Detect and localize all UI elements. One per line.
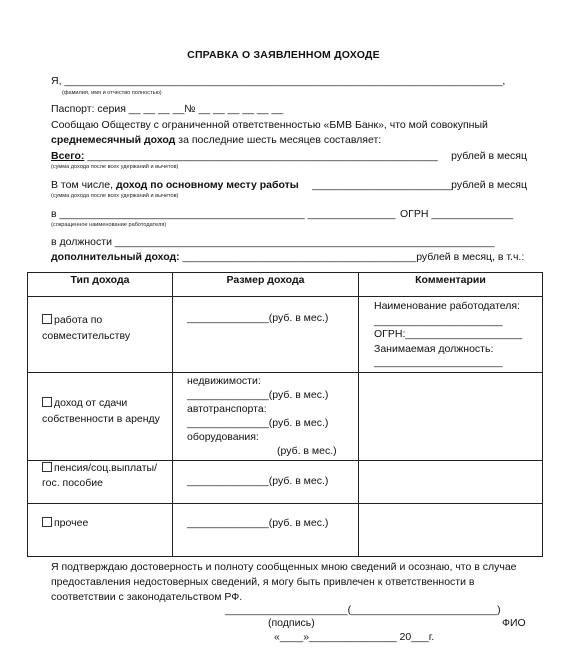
vehicle-amount-field[interactable]: ______________(руб. в мес.) xyxy=(187,417,329,429)
amount-cell xyxy=(173,373,359,461)
part-time-label-2: совместительству xyxy=(42,330,131,342)
real-estate-label: недвижимости: xyxy=(187,375,261,387)
income-table xyxy=(27,272,543,557)
employer-hint: (сокращенное наименование работодателя) xyxy=(51,222,167,228)
equipment-amount-field[interactable]: (руб. в мес.) xyxy=(277,445,337,457)
main-job-bold: доход по основному месту работы xyxy=(115,179,299,191)
vehicle-label: автотранспорта: xyxy=(187,403,267,415)
confirmation-line-2: предоставления недостоверных сведений, я могу быть привлечен к ответственности в xyxy=(51,576,475,588)
total-label: Всего: xyxy=(51,150,85,162)
full-name-line xyxy=(51,75,505,87)
table-row xyxy=(28,504,543,557)
statement-bold: среднемесячный доход xyxy=(51,134,176,146)
job-position-blank[interactable]: ______________________ xyxy=(374,356,503,368)
main-job-suffix: рублей в месяц xyxy=(451,179,527,191)
fio-label: ФИО xyxy=(502,617,526,629)
ogrn-label: ОГРН xyxy=(400,208,429,220)
total-suffix: рублей в месяц xyxy=(451,150,527,162)
table-row xyxy=(28,297,543,373)
additional-suffix: рублей в месяц, в т.ч.: xyxy=(416,251,525,263)
statement-rest: за последние шесть месяцев составляет: xyxy=(175,134,382,146)
part-time-label-1: работа по xyxy=(54,314,103,326)
ogrn-field xyxy=(400,208,513,220)
confirmation-line-1: Я подтверждаю достоверность и полноту сообщенных мною сведений и осознаю, что в случае xyxy=(51,561,517,573)
amount-cell xyxy=(173,297,359,373)
header-comments: Комментарии xyxy=(359,273,543,297)
additional-line xyxy=(51,251,524,263)
income-type-cell xyxy=(28,504,173,557)
passport-line[interactable]: Паспорт: серия __ __ __ __№ __ __ __ __ __ __ xyxy=(51,103,284,115)
other-amount-field[interactable]: ______________(руб. в мес.) xyxy=(187,517,329,529)
rental-label-2: собственности в аренду xyxy=(42,413,160,425)
table-row xyxy=(28,461,543,504)
pension-checkbox[interactable] xyxy=(42,462,52,472)
amount-cell xyxy=(173,461,359,504)
statement-line-1: Сообщаю Обществу с ограниченной ответственностью «БМВ Банк», что мой совокупный xyxy=(51,119,488,131)
main-job-blank[interactable]: ________________________ xyxy=(312,179,453,191)
additional-blank[interactable]: ________________________________________ xyxy=(182,251,417,263)
total-line xyxy=(51,150,438,162)
employer-blank[interactable]: __________________________________________ xyxy=(59,208,305,220)
pension-amount-field[interactable]: ______________(руб. в мес.) xyxy=(187,475,329,487)
comments-cell xyxy=(359,373,543,461)
comments-cell xyxy=(359,461,543,504)
income-type-cell xyxy=(28,297,173,373)
equipment-label: оборудования: xyxy=(187,431,259,443)
income-type-cell xyxy=(28,373,173,461)
real-estate-amount-field[interactable]: ______________(руб. в мес.) xyxy=(187,389,329,401)
rental-label-1: доход от сдачи xyxy=(54,397,128,409)
employer-blank-2[interactable]: _______________ xyxy=(307,208,396,220)
date-line[interactable]: «____»_______________ 20___г. xyxy=(274,631,435,643)
other-label: прочее xyxy=(54,517,89,529)
table-row xyxy=(28,373,543,461)
income-type-cell xyxy=(28,461,173,504)
other-checkbox[interactable] xyxy=(42,517,52,527)
signature-line[interactable]: _____________________(_________________________) xyxy=(225,604,501,616)
table-header-row xyxy=(28,273,543,297)
full-name-blank[interactable]: ___________________________________________________________________________, xyxy=(64,75,506,87)
main-job-line xyxy=(51,179,299,191)
pension-label-2: гос. пособие xyxy=(42,477,103,489)
full-name-hint: (фамилия, имя и отчество полностью) xyxy=(62,90,162,96)
employer-line xyxy=(51,208,395,220)
confirmation-line-3: соответствии с законодательством РФ. xyxy=(51,591,243,603)
main-job-hint: (сумма дохода после всех удержаний и вычетов) xyxy=(51,193,179,199)
additional-label: дополнительный доход: xyxy=(51,251,180,263)
ogrn-blank[interactable]: ______________ xyxy=(431,208,514,220)
page-title: СПРАВКА О ЗАЯВЛЕННОМ ДОХОДЕ xyxy=(187,49,380,61)
part-time-checkbox[interactable] xyxy=(42,314,52,324)
ogrn-comment-field[interactable]: ОГРН:____________________ xyxy=(374,328,523,340)
statement-line-2 xyxy=(51,134,381,146)
position-blank[interactable]: _________________________________________________________________ xyxy=(114,236,495,248)
comments-cell xyxy=(359,297,543,373)
pension-label-1: пенсия/соц.выплаты/ xyxy=(54,462,158,474)
header-income-amount: Размер дохода xyxy=(173,273,359,297)
employer-name-blank[interactable]: ______________________ xyxy=(374,315,503,327)
employer-name-label: Наименование работодателя: xyxy=(374,300,520,312)
total-blank[interactable]: ____________________________________________________________ xyxy=(87,150,438,162)
comments-cell xyxy=(359,504,543,557)
main-job-prefix: В том числе, xyxy=(51,179,116,191)
amount-cell xyxy=(173,504,359,557)
total-hint: (сумма дохода после всех удержаний и вычетов) xyxy=(51,164,179,170)
position-line xyxy=(51,236,494,248)
job-position-label: Занимаемая должность: xyxy=(374,343,494,355)
full-name-prefix: Я, xyxy=(51,75,62,87)
header-income-type: Тип дохода xyxy=(28,273,173,297)
signature-label: (подпись) xyxy=(268,617,315,629)
position-label: в должности xyxy=(51,236,112,248)
employer-prefix: в xyxy=(51,208,57,220)
part-time-amount-field[interactable]: ______________(руб. в мес.) xyxy=(187,312,329,324)
rental-checkbox[interactable] xyxy=(42,397,52,407)
